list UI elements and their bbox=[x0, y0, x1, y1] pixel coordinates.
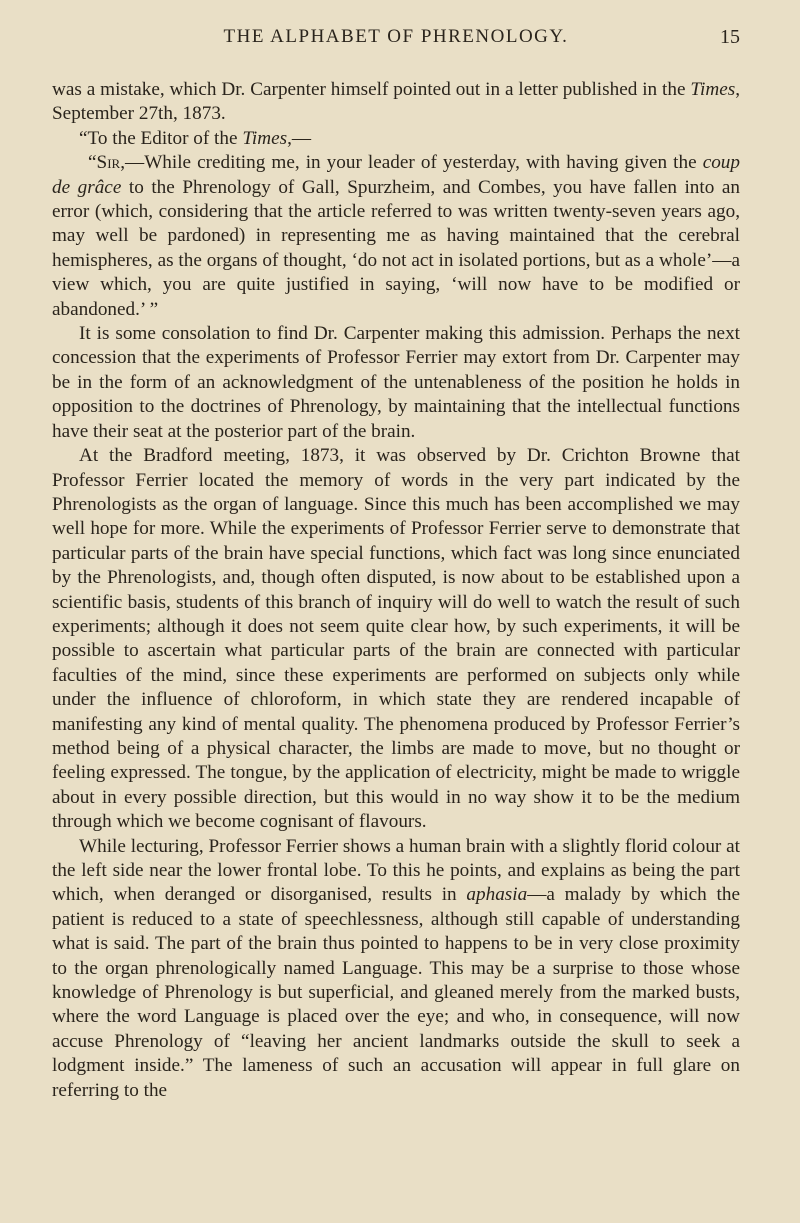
italic-run: Times bbox=[690, 79, 736, 100]
page-number: 15 bbox=[720, 26, 740, 48]
paragraph: It is some consolation to find Dr. Carpenter making this admission. Perhaps the next concession that the experiments of Professor Ferrier may extort from Dr. Carpenter may be in the form of an acknowledgment of the untenableness of the position he holds in opposition to the doctrines of Phrenology, by maintaining that the intellectual functions have their seat at the posterior part of the brain. bbox=[52, 323, 740, 442]
text-run: —a malady by which the patient is reduced to a state of speechlessness, although still capable of understanding what is said. The part of the brain thus pointed to happens to be in very close proximity to the organ phrenologically named Language. This may be a surprise to those whose knowledge of Phrenology is but superficial, and gleaned merely from the marked busts, where the word Language is placed over the eye; and who, in consequence, will now accuse Phrenology of “leaving her ancient landmarks outside the skull to seek a lodgment inside.” The lameness of such an accusation will appear in full glare on referring to the bbox=[52, 884, 740, 1101]
paragraph bbox=[52, 835, 740, 1103]
italic-run: Times bbox=[242, 127, 288, 149]
letter-body bbox=[52, 151, 740, 322]
letter-salutation bbox=[52, 127, 740, 151]
text-run: to the Phrenology of Gall, Spurzheim, and Combes, you have fallen into an error (which, considering that the article referred to was written twenty-seven years ago, may well be pardoned) in representing me as having maintained that the cerebral hemispheres, as the organs of thought, ‘do not act in isolated portions, but as a whole’—a view which, you are quite justified in saying, ‘will now have to be modified or abandoned.’ ” bbox=[52, 176, 740, 320]
text-run: ,—While crediting me, in your leader of yesterday, with having given the bbox=[120, 152, 703, 174]
text-run: “To the Editor of the bbox=[79, 127, 243, 149]
italic-run: coup de grâce bbox=[52, 152, 740, 198]
body-text bbox=[52, 78, 740, 1103]
running-head bbox=[52, 26, 740, 60]
text-run: “ bbox=[88, 152, 97, 174]
text-run: While lecturing, Professor Ferrier shows a human brain with a slightly florid colour at the left side near the lower frontal lobe. To this he points, and explains as being the part which, when deranged or disorganised, results in bbox=[52, 835, 740, 906]
italic-run: aphasia bbox=[466, 884, 528, 906]
text-run: was a mistake, which Dr. Carpenter himself pointed out in a letter published in the bbox=[52, 79, 691, 100]
text-run: , September 27th, 1873. bbox=[52, 79, 740, 125]
paragraph-continuation bbox=[52, 78, 740, 127]
text-run: ,— bbox=[287, 127, 312, 149]
running-title: THE ALPHABET OF PHRENOLOGY. bbox=[223, 26, 569, 47]
paragraph: At the Bradford meeting, 1873, it was observed by Dr. Crichton Browne that Professor Ferrier located the memory of words in the very part indicated by the Phrenologists as the organ of language. Since this much has been accomplished we may well hope for more. While the experiments of Professor Ferrier serve to demonstrate that particular parts of the brain have special functions, which fact was long since enunciated by the Phrenologists, and, though often disputed, is now about to be established upon a scientific basis, students of this branch of inquiry will do well to watch the result of such experiments; although it does not seem quite clear how, by such experiments, it will be possible to ascertain what particular parts of the brain are connected with particular faculties of the mind, since these experiments are performed on subjects only while under the influence of chloroform, in which state they are rendered incapable of manifesting any kind of mental quality. The phenomena produced by Professor Ferrier’s method being of a physical character, the limbs are made to move, but no thought or feeling expressed. The tongue, by the application of electricity, might be made to wriggle about in every possible direction, but this would in no way show it to be the medium through which we become cognisant of flavours. bbox=[52, 445, 740, 833]
small-caps-run: Sir bbox=[96, 152, 121, 174]
